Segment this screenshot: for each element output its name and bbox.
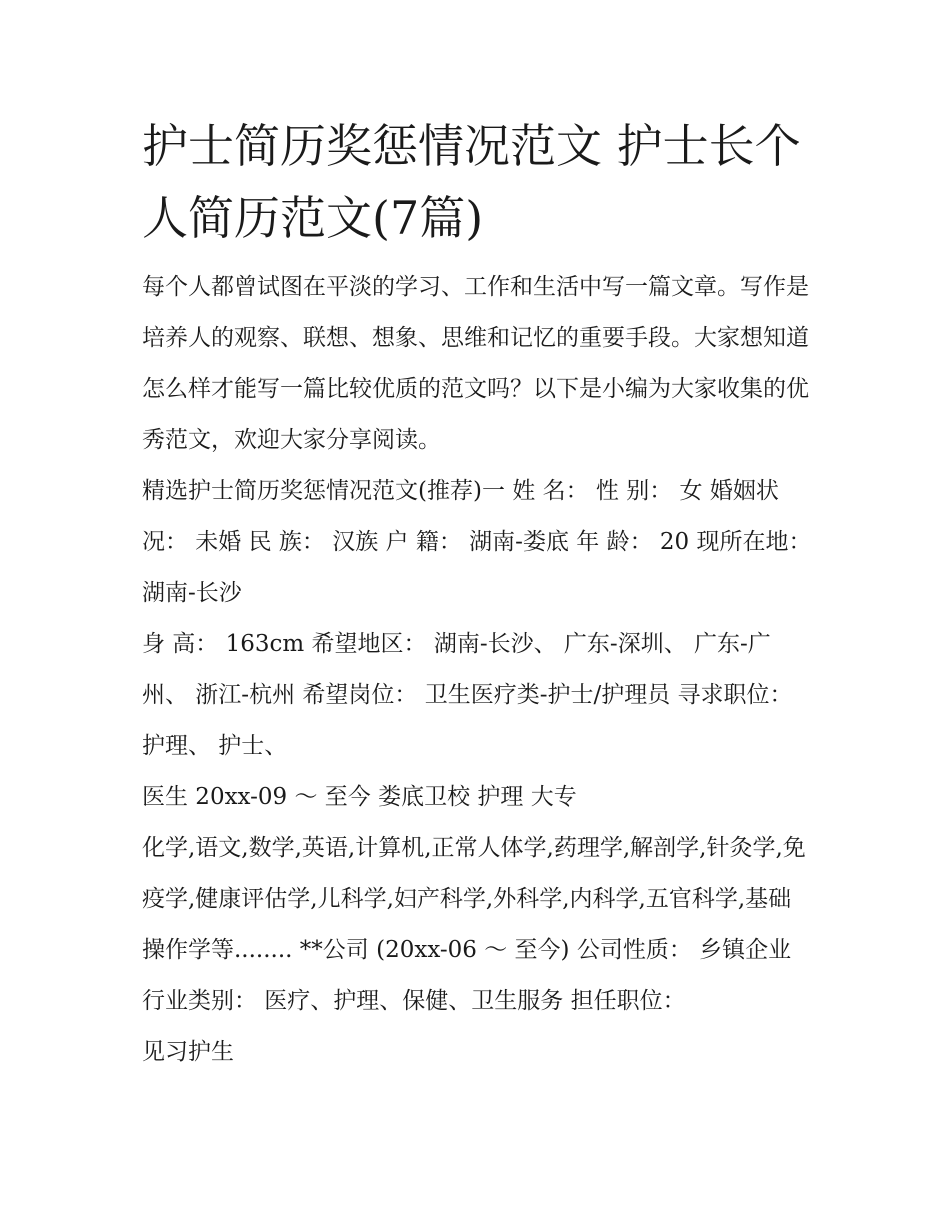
position-paragraph: 见习护生 — [142, 1039, 234, 1065]
personal-info-paragraph: 精选护士简历奖惩情况范文(推荐)一 姓 名： 性 别： 女 婚姻状况： 未婚 民 族： 汉族 户 籍： 湖南-娄底 年 龄： 20 现所在地： 湖南-长沙 — [142, 478, 812, 606]
document-title: 护士简历奖惩情况范文 护士长个人简历范文(7篇) — [142, 119, 801, 245]
education-paragraph: 医生 20xx-09 ～ 至今 娄底卫校 护理 大专 — [142, 784, 577, 810]
document-page — [142, 110, 814, 1078]
job-preference-paragraph: 身 高： 163cm 希望地区： 湖南-长沙、 广东-深圳、 广东-广州、 浙江-杭州 希望岗位： 卫生医疗类-护士/护理员 寻求职位： 护理、 护士、 — [142, 631, 793, 759]
intro-paragraph: 每个人都曾试图在平淡的学习、工作和生活中写一篇文章。写作是培养人的观察、联想、想象、思维和记忆的重要手段。大家想知道怎么样才能写一篇比较优质的范文吗？以下是小编为大家收集的优秀范文，欢迎大家分享阅读。 — [142, 274, 809, 453]
courses-work-paragraph: 化学,语文,数学,英语,计算机,正常人体学,药理学,解剖学,针灸学,免疫学,健康评估学,儿科学,妇产科学,外科学,内科学,五官科学,基础操作学等........ **公司 (20xx-06 ～ 至今) 公司性质： 乡镇企业 行业类别： 医疗、护理、保健、卫生服务 担任职位： — [142, 835, 806, 1014]
